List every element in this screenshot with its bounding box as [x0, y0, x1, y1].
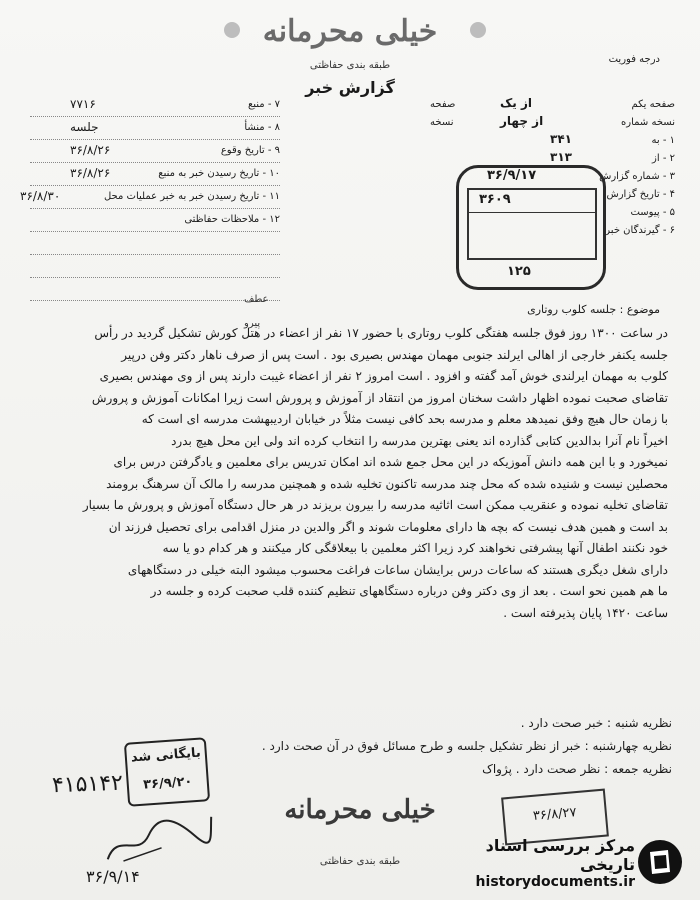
- body-line: جلسه یکنفر خارجی از اهالی ایرلند جنوبی مهمان مهندس بصیری بود . است پس از صرف ناهار دکتر وفن درپیر: [121, 347, 668, 362]
- field-value: ۳۶/۸/۲۶: [70, 143, 111, 157]
- comment-line: نظریه چهارشنبه : خبر از نظر تشکیل جلسه و طرح مسائل فوق در آن صحت دارد .: [261, 739, 672, 753]
- field-row: [430, 96, 675, 114]
- field-value: ۳۶/۸/۳۰: [20, 189, 61, 203]
- watermark-title: مرکز بررسی اسناد تاریخی: [485, 836, 635, 874]
- stamp-inner-box: [467, 188, 597, 260]
- field-label: ۱ - به: [651, 135, 675, 146]
- field-suffix: نسخه: [430, 117, 454, 128]
- urgency-label: درجه فوریت: [608, 54, 660, 65]
- side-note-follow: پیرو: [244, 318, 261, 329]
- archive-seal: [124, 737, 210, 807]
- field-row: [30, 165, 280, 186]
- field-label: ۱۱ - تاریخ رسیدن خبر به خبر عملیات محل: [103, 191, 280, 202]
- field-row: [30, 96, 280, 117]
- report-title: گزارش خبر: [305, 78, 395, 97]
- blank-line: [30, 280, 280, 301]
- field-row: [30, 142, 280, 163]
- field-suffix: صفحه: [430, 99, 456, 110]
- stamp-number: ۳۶۰۹: [479, 192, 511, 207]
- classification-subtitle-top: طبقه بندی حفاظتی: [309, 60, 391, 71]
- field-label: ۷ - منبع: [247, 99, 280, 110]
- stamp-code: ۱۲۵: [507, 264, 531, 279]
- comment-line: نظریه شنبه : خبر صحت دارد .: [520, 716, 672, 730]
- registration-stamp: [456, 165, 606, 290]
- body-line: کلوب به مهمان ایرلندی خوش آمد گفته و افزود . است امروز ۲ نفر از اعضاء غیبت دارند پس از وی مهندس بصیری: [99, 369, 668, 383]
- blank-line: [30, 257, 280, 278]
- body-line: بد است و همین هدف نیست که بچه ها دارای معلومات شوند و اگر والدین در منزل اقدامی برای تحصیل فرزند ان: [108, 519, 668, 534]
- watermark: [430, 836, 635, 890]
- field-value: ۳۶/۸/۲۶: [70, 166, 111, 180]
- field-label: صفحه یکم: [631, 99, 675, 110]
- field-label: ۲ - از: [652, 153, 675, 164]
- subject-text: جلسه کلوب روتاری: [527, 303, 617, 316]
- field-label: ۶ - گیرندگان خبر: [605, 225, 675, 236]
- field-value: ۳۴۱: [550, 132, 572, 146]
- body-line: دارای شغل دیگری هستند که ساعات درس برایشان ساعات فراغت محسوب میشود البته خیلی در دستگاههای: [127, 562, 668, 577]
- body-line: در ساعت ۱۳۰۰ روز فوق جلسه هفتگی کلوب روتاری با حضور ۱۷ نفر از اعضاء در هتل کورش تشکیل گردید در رأس: [94, 326, 668, 340]
- classification-subtitle-bottom: طبقه بندی حفاظتی: [319, 856, 401, 867]
- date-stamp: ۳۶/۸/۲۷: [501, 789, 609, 846]
- seal-line: ۳۶/۹/۲۰: [142, 774, 193, 793]
- field-value: ۷۷۱۶: [70, 97, 96, 111]
- field-label: نسخه شماره: [621, 117, 675, 128]
- blank-line: [30, 234, 280, 255]
- field-value: جلسه: [70, 120, 99, 134]
- body-line: ما هم همین نحو است . بعد از وی دکتر وفن درباره دستگاههای تنظیم کننده قلب صحبت کرده و جلسه در: [150, 584, 668, 598]
- left-fields: [20, 96, 280, 303]
- field-value: از چهار: [500, 114, 544, 128]
- signature-date: ۳۶/۹/۱۴: [86, 867, 140, 886]
- body-line: اخیراً نام آنرا بدالدین کتابی گذارده اند یعنی بهترین مدرسه را انتخاب کرده اند ولی این محل هیچ بدرد: [171, 433, 668, 448]
- field-value: از یک: [500, 96, 532, 110]
- field-label: ۵ - پیوست: [630, 207, 675, 218]
- body-line: نمیخورد و با این همه دانش آموزیکه در این محل جمع شده اند امکان تدریس برای معلمین و یادگرفتن درس برای: [113, 455, 668, 469]
- body-line: ساعت ۱۴۲۰ پایان پذیرفته است .: [503, 605, 668, 620]
- field-label: ۸ - منشأ: [244, 122, 280, 133]
- handwritten-number: ۴۱۵۱۴۲: [51, 770, 124, 799]
- body-line: با زمان حال هیچ وفق نمیدهد معلم و مدرسه بحد کافی نیست مثلاً در خیابان اردیبهشت مدرسه ای است که: [141, 412, 668, 426]
- field-row: [30, 211, 280, 232]
- field-row: [20, 188, 280, 209]
- report-body: [28, 323, 668, 624]
- side-note-ref: عطف: [244, 294, 269, 305]
- seal-line: بایگانی شد: [130, 745, 202, 766]
- field-label: ۱۲ - ملاحظات حفاظتی: [184, 214, 280, 225]
- subject-label: موضوع: [626, 303, 660, 316]
- classification-stamp-bottom: خیلی محرمانه: [284, 795, 436, 825]
- stamp-date: ۳۶/۹/۱۷: [487, 168, 537, 183]
- subject-row: موضوع : جلسه کلوب روتاری: [527, 303, 660, 316]
- field-value: ۳۱۳: [550, 150, 572, 164]
- body-line: خود نکنند اطفال آنها پیشرفتی نخواهند کرد زیرا اکثر معلمین با بیعلاقگی کار میکنند و هر کدام دو یا سه: [162, 541, 668, 555]
- field-label: ۴ - تاریخ گزارش: [606, 189, 675, 200]
- body-line: محصلین نیست و شنیده شده که محل چند مدرسه تاکنون تخلیه شده و همچنین مدرسه را مالک آن سرهنگ برومند: [106, 476, 668, 491]
- field-row: [30, 119, 280, 140]
- comment-line: نظریه جمعه : نظر صحت دارد . پژواک: [482, 762, 672, 776]
- field-row: [430, 132, 675, 150]
- field-label: ۳ - شماره گزارش: [599, 171, 675, 182]
- field-label: ۹ - تاریخ وقوع: [220, 145, 280, 156]
- body-line: تقاضای تخلیه نموده و عنقریب ممکن است اثاثیه مدرسه را بیرون بریزند در هر حال دستگاه آموزش و پرورش ما بسیار: [82, 498, 668, 512]
- body-line: تقاضای صحبت نموده اظهار داشت سخنان امروز من انتقاد از آموزش و پرورش است زیرا امکانات آموزش و پرورش: [91, 390, 668, 405]
- field-row: [430, 114, 675, 132]
- field-label: ۱۰ - تاریخ رسیدن خبر به منبع: [158, 168, 280, 179]
- classification-stamp-top: خیلی محرمانه: [262, 14, 438, 49]
- signature-icon: [97, 806, 224, 875]
- watermark-url: historydocuments.ir: [475, 874, 635, 890]
- document-center-logo-icon: [636, 838, 684, 886]
- stamp-line: [469, 212, 595, 213]
